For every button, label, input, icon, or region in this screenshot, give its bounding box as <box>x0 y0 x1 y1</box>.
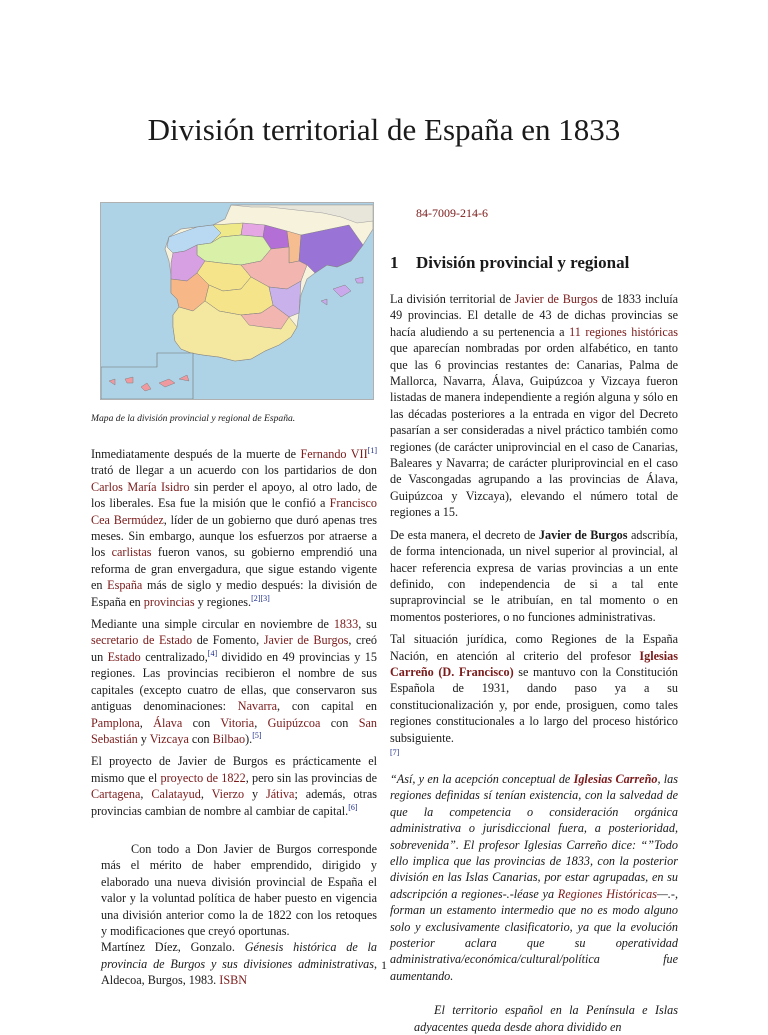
link-fernando-vii[interactable]: Fernando VII <box>300 447 368 461</box>
right-paragraph-2: De esta manera, el decreto de Javier de Burgos adscribía, de forma intencionada, un nivel superior al provincial, al hacer referencia expresa de varias provincias a un ente definido, con independencia de si a tal ente supraprovincial se le atribuían, en tal momento o en momentos posteriores, o no funciones administrativas. <box>390 527 678 624</box>
link-regiones-historicas[interactable]: 11 regiones históricas <box>569 324 678 339</box>
link-iglesias-carreno[interactable]: Iglesias Carreño (D. Francisco) <box>390 648 678 679</box>
right-column <box>390 202 678 1035</box>
page-number: 1 <box>381 958 387 972</box>
link-proyecto-1822[interactable]: proyecto de 1822 <box>160 770 246 785</box>
link-guipuzcoa[interactable]: Guipúzcoa <box>267 715 321 730</box>
section-heading: 1 División provincial y regional <box>390 253 630 272</box>
paragraph-1: Inmediatamente después de la muerte de Fernando VII[1] trató de llegar a un acuerdo con los partidarios de don Carlos María Isidro sin perder el apoyo, al otro lado, de los liberales. Esa fue la misión que le confió a Francisco Cea Bermúdez, líder de un gobierno que duró apenas tres meses. Sin embargo, aunque los esfuerzos por atraerse a los carlistas fueron vanos, su gobierno emprendió una reforma de gran envergadura, que sigue estando vigente en España más de siglo y medio después: la división de España en provincias y regiones.[2][3] <box>91 445 377 609</box>
ref-5[interactable]: [5] <box>252 730 262 740</box>
link-jativa[interactable]: Játiva <box>266 787 295 802</box>
ref-7[interactable]: [7] <box>390 747 400 757</box>
map-caption: Mapa de la división provincial y regional de España. <box>91 413 296 424</box>
paragraph-3: El proyecto de Javier de Burgos es prácticamente el mismo que el proyecto de 1822, pero sin las provincias de Cartagena, Calatayud, Vierzo y Játiva; además, otras provincias cambian de nombre al cambiar de capital.[6] <box>91 754 378 818</box>
page-title: División territorial de España en 1833 <box>147 112 621 147</box>
link-cea-bermudez[interactable]: Francisco Cea Bermúdez <box>91 496 377 527</box>
link-cartagena[interactable]: Cartagena <box>91 787 141 802</box>
link-vizcaya[interactable]: Vizcaya <box>149 731 189 746</box>
link-espana[interactable]: España <box>107 578 143 593</box>
paragraph-2: Mediante una simple circular en noviembre de 1833, su secretario de Estado de Fomento, Javier de Burgos, creó un Estado centralizado,[4] dividido en 49 provincias y 15 regiones. Las provincias recibieron el nombre de sus capitales (excepto cuatro de ellas, que conservaron sus antiguas denominaciones: Navarra, con capital en Pamplona, Álava con Vitoria, Guipúzcoa con San Sebastián y Vizcaya con Bilbao).[5] <box>91 617 378 746</box>
link-1833[interactable]: 1833 <box>333 617 359 632</box>
link-javier-de-burgos-2[interactable]: Javier de Burgos <box>514 292 598 306</box>
quote-text: Con todo a Don Javier de Burgos corresponde más el mérito de haber emprendido, dirigido y elaborado una nueva división provincial de España el valor y la voluntad política de haber puesto en vigencia una división anterior como la de 1822 con los retoques y modificaciones que creyó oportunas. <box>101 841 377 938</box>
isbn-link[interactable]: 84-7009-214-6 <box>416 206 488 220</box>
link-vierzo[interactable]: Vierzo <box>211 787 245 802</box>
left-column <box>91 202 377 989</box>
link-calatayud[interactable]: Calatayud <box>151 787 201 802</box>
link-regiones-historicas-2[interactable]: Regiones Históricas <box>557 886 657 901</box>
italic-quote: “Así, y en la acepción conceptual de Iglesias Carreño, las regiones definidas sí tenían existencia, con la salvedad de que la competencia o consideración orgánica administrativa o jurisdiccional fuera, a posterioridad, sobrevenida”. El profesor Iglesias Carreño dice: “”Todo ello implica que las provincias de 1833, con la posterior división en las Islas Canarias, por estar agrupadas, en su adscripción a regiones-.-léase ya Regiones Históricas—.-, forman un estamento intermedio que no es modo alguno solo y exclusivamente clasificatorio, ya que la evolución posterior aclara que su operatividad administrativa/económica/cultural/política fue aumentando. <box>390 771 678 983</box>
link-navarra[interactable]: Navarra <box>237 699 278 714</box>
link-provincias[interactable]: provincias <box>143 594 195 609</box>
quote-citation: Martínez Díez, Gonzalo. Génesis histórica de la provincia de Burgos y sus divisiones administrativas, Aldecoa, Burgos, 1983. ISBN <box>101 940 377 988</box>
right-paragraph-1: La división territorial de Javier de Burgos de 1833 incluía 49 provincias. El detalle de 43 de dichas provincias se hacía aludiendo a su pertenencia a 11 regiones históricas que aparecían nombradas por orden alfabético, en tanto que las 6 provincias restantes de: Canarias, Palma de Mallorca, Navarra, Álava, Guipúzcoa y Vizcaya fueron listadas de manera independiente a región alguna y sólo en las décadas posteriores a la entrada en vigor del Decreto pasarían a ser consideradas a nivel práctico también como regiones (de carácter uniprovincial en el caso de Canarias, Baleares y Navarra; de carácter pluriprovincial en el caso de Vascongadas agrupando a las provincias de Álava, Guipúzcoa y Vizcaya), elevando el número total de regiones a 15. <box>390 292 678 520</box>
link-isbn[interactable]: ISBN <box>219 973 248 988</box>
link-pamplona[interactable]: Pamplona <box>91 715 140 730</box>
right-paragraph-3: Tal situación jurídica, como Regiones de la España Nación, en atención al criterio del profesor Iglesias Carreño (D. Francisco) se mantuvo con la Constitución Española de 1931, dando paso ya a su constitucionalización y, por ende, prosiguen, como tales regiones constitucionales a lo largo del proceso histórico subsiguiente. <box>390 632 678 745</box>
ref-2-3[interactable]: [2][3] <box>251 593 270 603</box>
ref-1[interactable]: [1] <box>367 445 377 455</box>
link-carlistas[interactable]: carlistas <box>111 545 152 560</box>
link-javier-de-burgos[interactable]: Javier de Burgos <box>263 633 349 648</box>
decree-quote: El territorio español en la Península e Islas adyacentes queda desde ahora dividido en <box>414 1003 678 1034</box>
link-vitoria[interactable]: Vitoria <box>220 715 255 730</box>
link-estado[interactable]: Estado <box>107 649 141 664</box>
ref-6[interactable]: [6] <box>348 802 358 812</box>
link-alava[interactable]: Álava <box>153 715 183 730</box>
spain-provinces-map <box>100 202 374 400</box>
ref-4[interactable]: [4] <box>207 648 218 658</box>
link-bilbao[interactable]: Bilbao <box>212 731 246 746</box>
link-carlos-maria-isidro[interactable]: Carlos María Isidro <box>91 479 190 494</box>
link-secretario-de-estado[interactable]: secretario de Estado <box>91 633 193 648</box>
link-san-sebastian[interactable]: San Sebastián <box>91 715 378 746</box>
link-iglesias-carreno-2[interactable]: Iglesias Carreño <box>573 771 658 786</box>
block-quote <box>101 841 377 939</box>
